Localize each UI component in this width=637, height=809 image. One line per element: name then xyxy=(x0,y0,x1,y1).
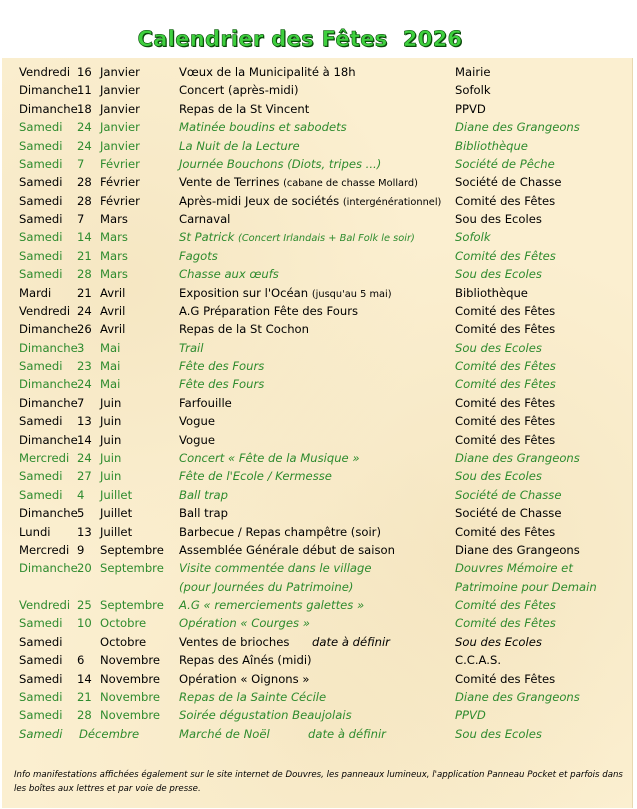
event-day: Samedi xyxy=(19,634,63,649)
event-organizer: Comité des Fêtes xyxy=(455,303,556,318)
event-day: Samedi xyxy=(19,138,63,153)
event-row xyxy=(0,725,637,743)
event-row xyxy=(0,523,637,541)
event-organizer: Sou des Ecoles xyxy=(455,267,542,282)
event-name: Ventes de brioches xyxy=(179,634,290,649)
event-month: Juin xyxy=(100,432,122,447)
event-day: Samedi xyxy=(19,230,63,245)
event-name: Opération « Courges » xyxy=(179,616,310,631)
event-organizer: Comité des Fêtes xyxy=(455,414,556,429)
event-name: Marché de Noël xyxy=(179,726,270,741)
event-row xyxy=(0,688,637,706)
event-day-number: 27 xyxy=(77,469,92,484)
event-row xyxy=(0,541,637,559)
event-month: Novembre xyxy=(100,653,161,668)
event-day: Samedi xyxy=(19,487,63,502)
event-month: Octobre xyxy=(100,634,147,649)
event-day: Samedi xyxy=(19,267,63,282)
event-day-number: 24 xyxy=(77,120,92,135)
event-name: Barbecue / Repas champêtre (soir) xyxy=(179,524,381,539)
event-name: Concert (après-midi) xyxy=(179,83,299,98)
event-organizer: PPVD xyxy=(455,101,486,116)
event-name: (pour Journées du Patrimoine) xyxy=(179,579,354,594)
event-organizer: PPVD xyxy=(455,708,486,723)
event-name: Matinée boudins et sabodets xyxy=(179,120,347,135)
event-name: Repas de la Sainte Cécile xyxy=(179,689,327,704)
event-organizer: Comité des Fêtes xyxy=(455,248,556,263)
event-date-note: date à définir xyxy=(308,726,386,741)
event-month: Juillet xyxy=(100,506,133,521)
event-day: Vendredi xyxy=(19,65,71,79)
event-row xyxy=(0,247,637,265)
event-month: Janvier xyxy=(100,138,140,153)
event-day: Samedi xyxy=(19,120,63,135)
event-day: Samedi xyxy=(19,689,63,704)
event-day-number: 3 xyxy=(77,340,85,355)
event-row xyxy=(0,651,637,669)
event-month: Mai xyxy=(100,340,121,355)
event-month: Janvier xyxy=(100,83,140,98)
event-organizer: Comité des Fêtes xyxy=(455,377,556,392)
event-row xyxy=(0,100,637,118)
event-day: Samedi xyxy=(19,156,63,171)
event-name: Assemblée Générale début de saison xyxy=(179,542,395,557)
event-name-main: St Patrick xyxy=(179,230,238,245)
event-month: Juin xyxy=(100,450,122,465)
event-name: Trail xyxy=(179,340,204,355)
event-row xyxy=(0,614,637,632)
event-month: Février xyxy=(100,156,140,171)
event-month: Février xyxy=(100,175,140,190)
event-row xyxy=(0,394,637,412)
event-name-main: Vente de Terrines xyxy=(179,175,284,190)
event-month: Mai xyxy=(100,359,121,374)
event-day: Samedi xyxy=(19,175,63,190)
event-name: Fagots xyxy=(179,248,218,263)
page-title: Calendrier des Fêtes 2026 xyxy=(137,27,463,51)
event-day-number: 4 xyxy=(77,487,85,502)
event-day-number: 7 xyxy=(77,212,85,227)
event-name: Fête des Fours xyxy=(179,359,265,374)
event-row xyxy=(0,137,637,155)
event-day-number: 24 xyxy=(77,138,92,153)
event-day: Mercredi xyxy=(19,542,70,557)
event-month: Juillet xyxy=(100,487,133,502)
event-month: Décembre xyxy=(79,726,140,741)
event-name: Farfouille xyxy=(179,395,232,410)
event-day: Mercredi xyxy=(19,450,70,465)
event-detail: (cabane de chasse Mollard) xyxy=(283,178,418,190)
event-name: Soirée dégustation Beaujolais xyxy=(179,708,352,723)
event-day-number: 26 xyxy=(77,322,92,337)
event-row xyxy=(0,210,637,228)
event-name: Fête des Fours xyxy=(179,377,265,392)
event-row xyxy=(0,578,637,596)
event-row xyxy=(0,706,637,724)
event-day: Samedi xyxy=(19,469,63,484)
event-month: Février xyxy=(100,193,140,208)
event-organizer: Comité des Fêtes xyxy=(455,524,556,539)
event-row xyxy=(0,192,637,210)
event-row xyxy=(0,81,637,99)
event-month: Octobre xyxy=(100,616,147,631)
event-day-number: 18 xyxy=(77,101,92,116)
event-name: A.G « remerciements galettes » xyxy=(179,598,365,613)
event-organizer: Mairie xyxy=(455,65,491,79)
event-row xyxy=(0,357,637,375)
event-organizer: Bibliothèque xyxy=(455,285,528,300)
event-day: Dimanche xyxy=(19,340,78,355)
event-day-number: 7 xyxy=(77,156,85,171)
event-day: Samedi xyxy=(19,616,63,631)
event-row xyxy=(0,339,637,357)
event-name: Vogue xyxy=(179,432,215,447)
event-name: Repas de la St Vincent xyxy=(179,101,310,116)
event-organizer: Société de Chasse xyxy=(455,175,562,190)
event-row xyxy=(0,228,637,246)
event-organizer: Diane des Grangeons xyxy=(455,689,580,704)
event-day-number: 23 xyxy=(77,359,92,374)
event-day: Vendredi xyxy=(19,598,71,613)
event-name: Concert « Fête de la Musique » xyxy=(179,450,360,465)
event-row xyxy=(0,596,637,614)
event-organizer: Sofolk xyxy=(455,230,491,245)
event-day: Samedi xyxy=(19,248,63,263)
event-day-number: 21 xyxy=(77,285,92,300)
event-name: Journée Bouchons (Diots, tripes ...) xyxy=(179,156,382,171)
event-day-number: 24 xyxy=(77,303,92,318)
event-day-number: 6 xyxy=(77,653,85,668)
event-day: Dimanche xyxy=(19,432,78,447)
event-row xyxy=(0,155,637,173)
event-organizer: Comité des Fêtes xyxy=(455,322,556,337)
event-organizer: Diane des Grangeons xyxy=(455,542,580,557)
event-organizer: Comité des Fêtes xyxy=(455,432,556,447)
event-day: Dimanche xyxy=(19,101,78,116)
event-day-number: 14 xyxy=(77,671,92,686)
event-name: La Nuit de la Lecture xyxy=(179,138,300,153)
event-day: Samedi xyxy=(19,212,63,227)
event-row xyxy=(0,431,637,449)
event-row xyxy=(0,504,637,522)
event-day: Mardi xyxy=(19,285,52,300)
event-row xyxy=(0,633,637,651)
event-month: Septembre xyxy=(100,542,164,557)
event-organizer: Sou des Ecoles xyxy=(455,726,542,741)
event-month: Mars xyxy=(100,230,128,245)
event-organizer: Douvres Mémoire et xyxy=(455,561,573,576)
event-day: Dimanche xyxy=(19,561,78,576)
event-month: Novembre xyxy=(100,708,161,723)
event-day: Samedi xyxy=(19,193,63,208)
event-day-number: 16 xyxy=(77,65,92,79)
event-name: Ball trap xyxy=(179,506,228,521)
event-name: Carnaval xyxy=(179,212,231,227)
event-day: Dimanche xyxy=(19,377,78,392)
event-day: Samedi xyxy=(19,359,63,374)
event-organizer: Comité des Fêtes xyxy=(455,671,556,686)
event-month: Juin xyxy=(100,414,122,429)
event-organizer: Comité des Fêtes xyxy=(455,616,556,631)
event-day: Lundi xyxy=(19,524,51,539)
event-organizer: Comité des Fêtes xyxy=(455,598,556,613)
event-row xyxy=(0,486,637,504)
event-month: Septembre xyxy=(100,561,164,576)
event-organizer: Sou des Ecoles xyxy=(455,212,542,227)
event-month: Avril xyxy=(100,322,126,337)
event-day-number: 7 xyxy=(77,395,85,410)
event-month: Novembre xyxy=(100,689,161,704)
event-row xyxy=(0,265,637,283)
event-day: Samedi xyxy=(19,414,63,429)
event-name: Ball trap xyxy=(179,487,228,502)
event-name: Opération « Oignons » xyxy=(179,671,310,686)
event-day-number: 14 xyxy=(77,432,92,447)
event-day: Vendredi xyxy=(19,303,71,318)
event-name: Repas de la St Cochon xyxy=(179,322,309,337)
event-day: Dimanche xyxy=(19,395,78,410)
event-name: Visite commentée dans le village xyxy=(179,561,372,576)
event-day-number: 24 xyxy=(77,377,92,392)
event-day-number: 28 xyxy=(77,267,92,282)
event-row xyxy=(0,284,637,302)
event-month: Mai xyxy=(100,377,121,392)
event-name-main: Exposition sur l'Océan xyxy=(179,285,312,300)
event-month: Novembre xyxy=(100,671,161,686)
event-day-number: 10 xyxy=(77,616,92,631)
event-day-number: 9 xyxy=(77,542,85,557)
event-day-number: 20 xyxy=(77,561,92,576)
event-row xyxy=(0,449,637,467)
event-organizer: Sofolk xyxy=(455,83,491,98)
event-organizer: Comité des Fêtes xyxy=(455,359,556,374)
event-month: Janvier xyxy=(100,101,140,116)
event-organizer: Comité des Fêtes xyxy=(455,395,556,410)
event-day-number: 28 xyxy=(77,175,92,190)
event-month: Septembre xyxy=(100,598,164,613)
event-detail: (intergénérationnel) xyxy=(342,196,442,208)
event-day: Dimanche xyxy=(19,322,78,337)
event-day-number: 13 xyxy=(77,414,92,429)
event-detail: (jusqu'au 5 mai) xyxy=(311,288,392,300)
event-organizer: Comité des Fêtes xyxy=(455,193,556,208)
event-day: Samedi xyxy=(19,708,63,723)
event-day: Samedi xyxy=(19,653,63,668)
event-detail: (Concert Irlandais + Bal Folk le soir) xyxy=(238,233,415,245)
event-row xyxy=(0,467,637,485)
event-organizer: Sou des Ecoles xyxy=(455,340,542,355)
event-day: Samedi xyxy=(19,726,63,741)
event-month: Janvier xyxy=(100,65,140,79)
event-row xyxy=(0,670,637,688)
event-month: Juin xyxy=(100,395,122,410)
event-name: Vogue xyxy=(179,414,215,429)
event-day-number: 28 xyxy=(77,708,92,723)
event-month: Juillet xyxy=(100,524,133,539)
event-row xyxy=(0,320,637,338)
event-month: Mars xyxy=(100,212,128,227)
event-row xyxy=(0,559,637,577)
event-month: Mars xyxy=(100,267,128,282)
event-day: Dimanche xyxy=(19,506,78,521)
title-bar xyxy=(0,0,637,58)
event-month: Janvier xyxy=(100,120,140,135)
event-day-number: 24 xyxy=(77,450,92,465)
event-name: Repas des Aînés (midi) xyxy=(179,653,312,668)
event-row xyxy=(0,375,637,393)
event-organizer: Sou des Ecoles xyxy=(455,469,542,484)
event-organizer: Sou des Ecoles xyxy=(455,634,542,649)
event-month: Juin xyxy=(100,469,122,484)
event-row xyxy=(0,63,637,81)
event-day-number: 21 xyxy=(77,689,92,704)
event-organizer: Bibliothèque xyxy=(455,138,528,153)
event-name: Fête de l'Ecole / Kermesse xyxy=(179,469,332,484)
event-row xyxy=(0,173,637,191)
event-name-main: Après-midi Jeux de sociétés xyxy=(179,193,343,208)
footer-note: Info manifestations affichées également sur le site internet de Douvres, les panneaux lumineux, l'application Panneau Pocket et parfois dans les boîtes aux lettres et par voie de presse. xyxy=(14,770,623,794)
event-day-number: 25 xyxy=(77,598,92,613)
event-month: Avril xyxy=(100,303,126,318)
event-month: Mars xyxy=(100,248,128,263)
event-organizer: Société de Pêche xyxy=(455,156,555,171)
event-day-number: 5 xyxy=(77,506,85,521)
event-name: Chasse aux œufs xyxy=(179,267,279,282)
event-day-number: 28 xyxy=(77,193,92,208)
event-organizer: Patrimoine pour Demain xyxy=(455,579,597,594)
event-row xyxy=(0,302,637,320)
event-day-number: 13 xyxy=(77,524,92,539)
event-day-number: 14 xyxy=(77,230,92,245)
event-name: Vœux de la Municipalité à 18h xyxy=(179,65,356,79)
event-organizer: Société de Chasse xyxy=(455,487,562,502)
event-month: Avril xyxy=(100,285,126,300)
event-row xyxy=(0,412,637,430)
event-organizer: Diane des Grangeons xyxy=(455,120,580,135)
event-day: Samedi xyxy=(19,671,63,686)
event-name: A.G Préparation Fête des Fours xyxy=(179,303,358,318)
event-day-number: 11 xyxy=(77,83,92,98)
event-organizer: Diane des Grangeons xyxy=(455,450,580,465)
event-organizer: C.C.A.S. xyxy=(455,653,502,668)
event-day: Dimanche xyxy=(19,83,78,98)
event-day-number: 21 xyxy=(77,248,92,263)
event-date-note: date à définir xyxy=(312,634,390,649)
event-row xyxy=(0,118,637,136)
event-organizer: Société de Chasse xyxy=(455,506,562,521)
